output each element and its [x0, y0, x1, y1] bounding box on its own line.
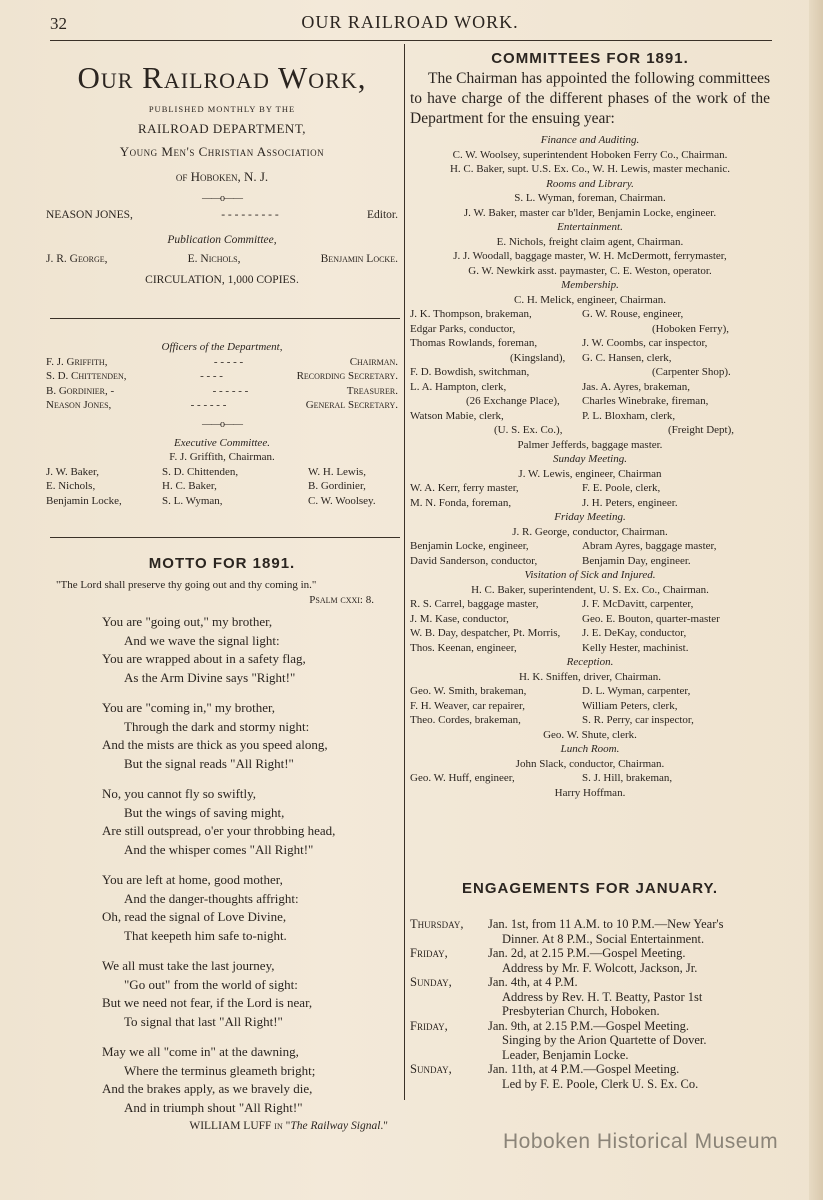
member-row — [410, 496, 770, 511]
masthead-city: of Hoboken, N. J. — [175, 169, 269, 184]
attribution-end: ." — [380, 1120, 388, 1132]
member: L. A. Hampton, clerk, — [410, 380, 507, 393]
poem-line: No, you cannot fly so swiftly, — [102, 786, 257, 801]
running-title: OUR RAILROAD WORK. — [301, 12, 519, 32]
poem-line: But the signal reads "All Right!" — [124, 755, 294, 771]
motto — [46, 555, 398, 1134]
member: Geo. E. Bouton, quarter-master — [582, 612, 720, 625]
member: Geo. W. Shute, clerk. — [543, 728, 637, 741]
executive-member: C. W. Woolsey. — [308, 494, 376, 507]
officer-role: Recording Secretary. — [296, 370, 398, 382]
committee-heading: Membership. — [561, 279, 619, 291]
committee-line: J. W. Baker, master car b'lder, Benjamin Locke, engineer. — [463, 206, 717, 219]
member: (Freight Dept), — [668, 424, 734, 436]
member-row — [410, 365, 770, 380]
member: (Hoboken Ferry), — [652, 322, 729, 335]
stanza — [102, 871, 398, 945]
member: Thomas Rowlands, foreman, — [410, 337, 538, 349]
poem-line: Where the terminus gleameth bright; — [124, 1062, 316, 1078]
poem-line: And the brakes apply, as we bravely die, — [102, 1081, 313, 1096]
committees-intro: The Chairman has appointed the following committees to have charge of the different phases of the work of the Department for the ensuing year: — [410, 70, 770, 127]
member-row — [410, 684, 770, 699]
executive-row — [46, 465, 398, 480]
poem-line: That keepeth him safe to-night. — [124, 927, 287, 943]
officers-heading: Officers of the Department, — [161, 341, 283, 353]
member: Geo. W. Smith, brakeman, — [410, 685, 527, 697]
engagement-line: Address by Rev. H. T. Beatty, Pastor 1st — [502, 989, 703, 1004]
poem-line: And the mists are thick as you speed along, — [102, 737, 328, 752]
member: Jas. A. Ayres, brakeman, — [582, 380, 691, 393]
member-row — [410, 481, 770, 496]
member: J. M. Kase, conductor, — [410, 612, 509, 625]
member: M. N. Fonda, foreman, — [410, 496, 512, 509]
engagement-item — [410, 975, 770, 1019]
member: (26 Exchange Place), — [466, 395, 560, 407]
page-header — [50, 10, 770, 38]
officer-row — [46, 384, 398, 399]
committee-heading: Finance and Auditing. — [540, 134, 640, 146]
officer-row — [46, 369, 398, 384]
committee-heading: Visitation of Sick and Injured. — [524, 569, 656, 581]
committee-line: G. W. Newkirk asst. paymaster, C. E. Weston, operator. — [468, 264, 712, 277]
committees-heading: COMMITTEES FOR 1891. — [491, 50, 689, 67]
pub-member: E. Nichols, — [187, 253, 241, 265]
member-row — [410, 394, 770, 409]
member: G. W. Rouse, engineer, — [582, 308, 684, 320]
member-row — [410, 699, 770, 714]
museum-watermark: Hoboken Historical Museum — [503, 1130, 779, 1153]
engagement-day: Friday, — [410, 1018, 448, 1033]
member-row — [410, 612, 770, 627]
executive-member: W. H. Lewis, — [308, 465, 366, 478]
engagement-line: Presbyterian Church, Hoboken. — [502, 1004, 660, 1018]
executive-heading: Executive Committee. — [174, 436, 270, 449]
pub-committee-heading: Publication Committee, — [167, 234, 277, 246]
officer-role: Treasurer. — [346, 384, 398, 397]
member-row — [410, 336, 770, 351]
member: Theo. Cordes, brakeman, — [410, 714, 521, 726]
executive-member: S. D. Chittenden, — [162, 465, 239, 478]
poem-line: As the Arm Divine says "Right!" — [124, 669, 296, 685]
executive-chair: F. J. Griffith, Chairman. — [169, 451, 275, 463]
attribution-author: WILLIAM LUFF in " — [189, 1120, 291, 1132]
member: (Carpenter Shop). — [652, 366, 731, 378]
executive-member: B. Gordinier, — [308, 480, 366, 492]
section-rule — [50, 318, 400, 319]
stanza — [102, 957, 398, 1031]
stanza — [102, 1043, 398, 1117]
committee-chair: H. K. Sniffen, driver, Chairman. — [518, 670, 662, 683]
editor-role: Editor. — [367, 209, 398, 221]
member-row — [410, 597, 770, 612]
stanza — [102, 613, 398, 687]
officer-name: B. Gordinier, - — [46, 384, 115, 397]
column-divider — [404, 44, 405, 1100]
member-row — [410, 380, 770, 395]
pub-committee-list — [46, 252, 398, 267]
member-row — [410, 307, 770, 322]
member-row — [410, 409, 770, 424]
member: J. W. Coombs, car inspector, — [582, 337, 708, 349]
member: J. H. Peters, engineer. — [582, 496, 678, 509]
engagement-line: Jan. 11th, at 4 P.M.—Gospel Meeting. — [488, 1062, 680, 1076]
masthead-assoc: Young Men's Christian Association — [119, 144, 325, 159]
engagement-day: Thursday, — [410, 917, 464, 931]
engagement-item — [410, 1062, 770, 1091]
officer-dashes: - - - - - - — [212, 384, 249, 397]
member-row — [410, 539, 770, 554]
member: F. H. Weaver, car repairer, — [410, 699, 526, 712]
engagement-line: Jan. 2d, at 2.15 P.M.—Gospel Meeting. — [488, 946, 686, 960]
committee-heading: Friday Meeting. — [554, 511, 626, 523]
poem-line: We all must take the last journey, — [102, 958, 275, 973]
poem-line: And the whisper comes "All Right!" — [124, 841, 314, 857]
poem-line: You are left at home, good mother, — [102, 872, 283, 887]
engagements-heading: ENGAGEMENTS FOR JANUARY. — [462, 880, 718, 897]
member: David Sanderson, conductor, — [410, 554, 538, 567]
member-row — [410, 351, 770, 366]
member: Edgar Parks, conductor, — [410, 322, 516, 335]
officer-row — [46, 398, 398, 413]
officer-row — [46, 355, 398, 370]
member: Harry Hoffman. — [554, 786, 626, 799]
masthead-published: PUBLISHED MONTHLY BY THE — [148, 104, 296, 114]
stanza — [102, 699, 398, 773]
masthead-dept: RAILROAD DEPARTMENT, — [137, 121, 307, 136]
committee-chair: H. C. Baker, superintendent, U. S. Ex. Co., Chairman. — [471, 583, 709, 596]
member: R. S. Carrel, baggage master, — [410, 598, 539, 610]
executive-member: Benjamin Locke, — [46, 494, 122, 507]
executive-member: S. L. Wyman, — [162, 494, 223, 507]
circulation: CIRCULATION, 1,000 COPIES. — [145, 274, 299, 286]
poem-line: You are wrapped about in a safety flag, — [102, 651, 306, 666]
member: D. L. Wyman, carpenter, — [582, 685, 691, 697]
committee-chair: John Slack, conductor, Chairman. — [515, 757, 665, 770]
pub-member: Benjamin Locke. — [320, 253, 398, 265]
committee-heading: Lunch Room. — [560, 743, 620, 755]
committee-line: C. W. Woolsey, superintendent Hoboken Ferry Co., Chairman. — [452, 148, 728, 161]
executive-member: E. Nichols, — [46, 480, 96, 492]
executive-member: H. C. Baker, — [162, 480, 217, 492]
motto-epigraph: "The Lord shall preserve thy going out and thy coming in." — [56, 579, 317, 591]
officer-dashes: - - - - - — [213, 355, 244, 368]
editor-line — [46, 208, 398, 223]
member: F. D. Bowdish, switchman, — [410, 366, 530, 378]
executive-row — [46, 479, 398, 494]
engagement-day: Sunday, — [410, 975, 452, 989]
editor-name: NEASON JONES, — [46, 209, 133, 221]
member-row — [410, 713, 770, 728]
poem — [46, 613, 398, 1117]
engagement-line: Dinner. At 8 P.M., Social Entertainment. — [502, 931, 705, 946]
ornament: ——o—— — [202, 418, 242, 430]
member: S. J. Hill, brakeman, — [582, 772, 673, 784]
member: P. L. Bloxham, clerk, — [582, 409, 676, 422]
committee-heading: Sunday Meeting. — [553, 453, 627, 465]
committee-line: S. L. Wyman, foreman, Chairman. — [514, 192, 666, 204]
committee-chair: J. W. Lewis, engineer, Chairman — [518, 467, 662, 480]
officer-dashes: - - - - — [200, 370, 223, 382]
stanza — [102, 785, 398, 859]
engagement-day: Friday, — [410, 946, 448, 960]
member: W. A. Kerr, ferry master, — [410, 482, 519, 494]
member: Kelly Hester, machinist. — [582, 641, 689, 654]
member: (U. S. Ex. Co.), — [494, 424, 563, 436]
engagement-line: Jan. 1st, from 11 A.M. to 10 P.M.—New Year's — [488, 917, 724, 931]
committee-line: J. J. Woodall, baggage master, W. H. McDermott, ferrymaster, — [453, 250, 727, 262]
member: Palmer Jefferds, baggage master. — [517, 438, 663, 451]
committee-line: E. Nichols, freight claim agent, Chairman. — [496, 235, 684, 248]
attribution-source: The Railway Signal — [290, 1120, 381, 1132]
officer-name: F. J. Griffith, — [46, 355, 108, 368]
member: Geo. W. Huff, engineer, — [410, 772, 515, 784]
engagement-item — [410, 1019, 770, 1063]
poem-line: You are "coming in," my brother, — [102, 700, 276, 715]
ornament: ——o—— — [202, 193, 242, 204]
engagements — [410, 880, 770, 1091]
engagement-line: Address by Mr. F. Wolcott, Jackson, Jr. — [502, 960, 698, 975]
page-edge — [809, 0, 823, 1200]
pub-member: J. R. George, — [46, 253, 108, 265]
poem-line: Through the dark and stormy night: — [124, 718, 310, 734]
member: F. E. Poole, clerk, — [582, 482, 661, 494]
officer-role: General Secretary. — [305, 399, 398, 411]
header-rule — [50, 40, 772, 41]
editor-dashes: - - - - - - - - - — [221, 209, 279, 221]
member: Abram Ayres, baggage master, — [582, 540, 717, 552]
engagement-line: Leader, Benjamin Locke. — [502, 1047, 629, 1062]
officer-name: S. D. Chittenden, — [46, 370, 127, 382]
engagement-line: Jan. 9th, at 2.15 P.M.—Gospel Meeting. — [488, 1018, 690, 1033]
motto-source: Psalm cxxi: 8. — [309, 593, 374, 606]
poem-line: And in triumph shout "All Right!" — [124, 1099, 303, 1115]
engagement-line: Led by F. E. Poole, Clerk U. S. Ex. Co. — [502, 1076, 699, 1091]
committee-heading: Reception. — [566, 656, 614, 668]
member-row — [410, 641, 770, 656]
engagement-item — [410, 917, 770, 946]
poem-attribution — [46, 1119, 398, 1134]
member-row — [410, 554, 770, 569]
poem-line: "Go out" from the world of sight: — [124, 976, 298, 992]
officer-role: Chairman. — [349, 355, 398, 368]
committee-chair: C. H. Melick, engineer, Chairman. — [514, 293, 666, 306]
poem-line: Are still outspread, o'er your throbbing head, — [102, 823, 336, 838]
poem-line: But the wings of saving might, — [124, 804, 285, 820]
member: Watson Mabie, clerk, — [410, 409, 504, 422]
executive-row — [46, 494, 398, 509]
engagement-item — [410, 946, 770, 975]
member: J. F. McDavitt, carpenter, — [582, 598, 694, 610]
committee-heading: Rooms and Library. — [546, 177, 634, 190]
poem-line: Oh, read the signal of Love Divine, — [102, 909, 287, 924]
masthead-title: Our Railroad Work, — [77, 60, 367, 95]
poem-line: And the danger-thoughts affright: — [124, 890, 299, 906]
member: J. E. DeKay, conductor, — [582, 627, 687, 639]
officers — [46, 340, 398, 508]
engagement-list — [410, 917, 770, 1091]
engagement-day: Sunday, — [410, 1062, 452, 1076]
member: William Peters, clerk, — [582, 699, 678, 712]
poem-line: And we wave the signal light: — [124, 632, 280, 648]
member: Charles Winebrake, fireman, — [582, 395, 709, 407]
committee-heading: Entertainment. — [557, 221, 623, 233]
officer-name: Neason Jones, — [46, 399, 112, 411]
member: J. K. Thompson, brakeman, — [410, 308, 532, 320]
section-rule — [50, 537, 400, 538]
member: S. R. Perry, car inspector, — [582, 714, 694, 726]
poem-line: You are "going out," my brother, — [102, 614, 273, 629]
member: G. C. Hansen, clerk, — [582, 351, 672, 364]
member-row — [410, 626, 770, 641]
committees — [410, 50, 770, 800]
page-number: 32 — [50, 14, 67, 33]
member-row — [410, 423, 770, 438]
poem-line: But we need not fear, if the Lord is near, — [102, 995, 313, 1010]
member: W. B. Day, despatcher, Pt. Morris, — [410, 627, 561, 639]
member: Benjamin Day, engineer. — [582, 554, 691, 567]
committee-chair: J. R. George, conductor, Chairman. — [512, 525, 668, 538]
member-row — [410, 322, 770, 337]
member: Thos. Keenan, engineer, — [410, 641, 517, 654]
motto-heading: MOTTO FOR 1891. — [148, 555, 296, 572]
member: Benjamin Locke, engineer, — [410, 540, 529, 552]
committee-line: H. C. Baker, supt. U.S. Ex. Co., W. H. Lewis, master mechanic. — [449, 163, 731, 175]
poem-line: May we all "come in" at the dawning, — [102, 1044, 299, 1059]
masthead — [46, 60, 398, 288]
executive-member: J. W. Baker, — [46, 465, 100, 478]
member: (Kingsland), — [510, 351, 566, 364]
poem-line: To signal that last "All Right!" — [124, 1013, 283, 1029]
member-row — [410, 771, 770, 786]
officer-dashes: - - - - - - — [190, 399, 227, 411]
engagement-line: Singing by the Arion Quartette of Dover. — [502, 1033, 707, 1047]
engagement-line: Jan. 4th, at 4 P.M. — [488, 975, 578, 989]
